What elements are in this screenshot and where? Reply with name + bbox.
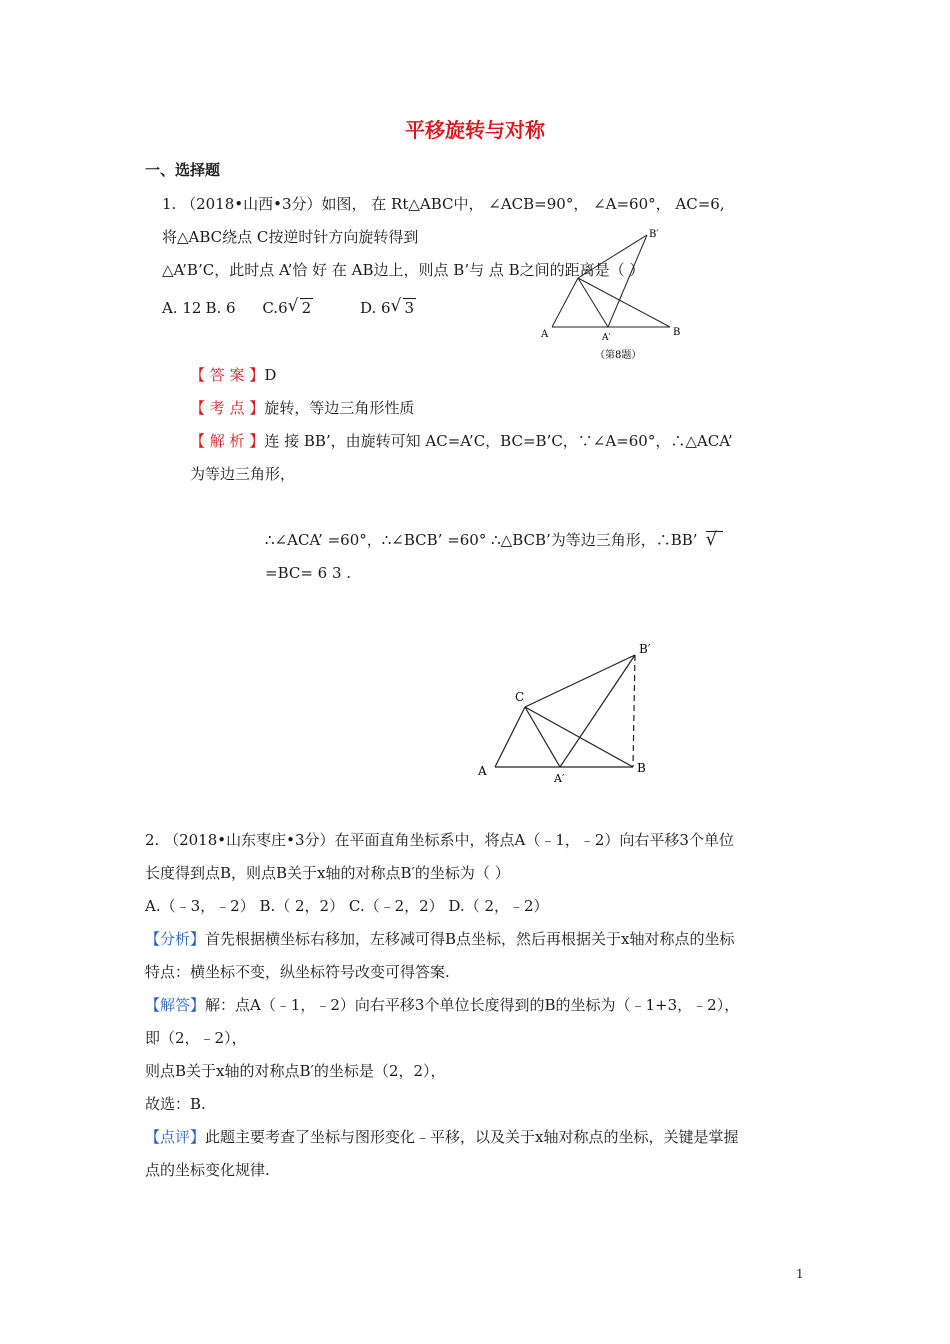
q2-jieda-line3: 则点B关于x轴的对称点B′的坐标是（2，2）， (145, 1062, 446, 1080)
section-heading: 一、选择题 (145, 161, 221, 179)
fig2-label-a: A (478, 764, 487, 778)
fig1-label-a: A (541, 329, 549, 340)
q1-answer: 【 答 案 】D (190, 366, 277, 384)
q2-dianping-line2: 点的坐标变化规律. (145, 1161, 270, 1179)
q2-options: A.（﹣3，﹣2） B.（ 2，2） C.（﹣2，2） D.（ 2，﹣2） (145, 897, 549, 915)
fig2-label-c: C (515, 690, 525, 704)
q1-option-b: B. 6 (205, 299, 236, 317)
fig2-label-b-prime: B′ (639, 642, 651, 656)
fig1-label-a-prime: A′ (602, 333, 611, 343)
q1-options (162, 298, 416, 318)
q2-fenxi-line2: 特点：横坐标不变，纵坐标符号改变可得答案. (145, 963, 450, 981)
q2-jieda-line2: 即（2，﹣2）， (145, 1029, 247, 1047)
q1-small-figure (535, 220, 695, 365)
q1-derivation-line1: ∴∠ACA’ =60°，∴∠BCB’ =60° ∴△BCB’为等边三角形，∴BB’ √ (265, 529, 723, 550)
q1-option-c: C.6√ 2 (262, 299, 313, 317)
q1-derivation-line2: =BC= 6 3 . (265, 564, 352, 582)
q2-jieda-line4: 故选：B. (145, 1095, 206, 1113)
q2-fenxi: 【分析】首先根据横坐标右移加，左移减可得B点坐标，然后再根据关于x轴对称点的坐标 (145, 930, 735, 948)
q2-line2: 长度得到点B，则点B关于x轴的对称点B′的坐标为（ ） (145, 864, 510, 882)
fig2-label-b: B (637, 761, 646, 775)
q1-line2: 将△ABC绕点 C按逆时针方向旋转得到 (162, 228, 419, 246)
q1-analysis-line2: 为等边三角形， (190, 465, 296, 483)
q1-line1: 1. （2018•山西•3分）如图， 在 Rt△ABC中， ∠ACB=90°， ∠A=60°， AC=6, (162, 195, 725, 213)
fig2-label-a-prime: A′ (554, 772, 565, 785)
fig1-label-b: B (673, 327, 681, 338)
fig1-label-b-prime: B′ (649, 229, 659, 240)
q2-jieda: 【解答】解：点A（﹣1，﹣2）向右平移3个单位长度得到的B的坐标为（﹣1+3，﹣2）， (145, 996, 740, 1014)
q1-point: 【 考 点 】旋转，等边三角形性质 (190, 399, 415, 417)
page-number: 1 (796, 1267, 804, 1281)
q2-line1: 2. （2018•山东枣庄•3分）在平面直角坐标系中，将点A（﹣1，﹣2）向右平移3个单位 (145, 831, 734, 849)
q1-option-a: A. 12 (162, 299, 202, 317)
page-title: 平移旋转与对称 (405, 118, 545, 142)
q2-dianping: 【点评】此题主要考查了坐标与图形变化﹣平移，以及关于x轴对称点的坐标，关键是掌握 (145, 1128, 739, 1146)
q1-line3: △A’B’C，此时点 A’恰 好 在 AB边上，则点 B’与 点 B之间的距离是（ ） (162, 261, 645, 279)
q1-option-d: D. 6√ 3 (360, 299, 416, 317)
q1-analysis: 【 解 析 】连 接 BB’，由旋转可知 AC=A’C，BC=B’C，∵∠A=60°，∴△ACA’ (190, 432, 733, 450)
q1-large-figure (470, 635, 670, 790)
fig1-caption: （第8题） (595, 350, 642, 361)
